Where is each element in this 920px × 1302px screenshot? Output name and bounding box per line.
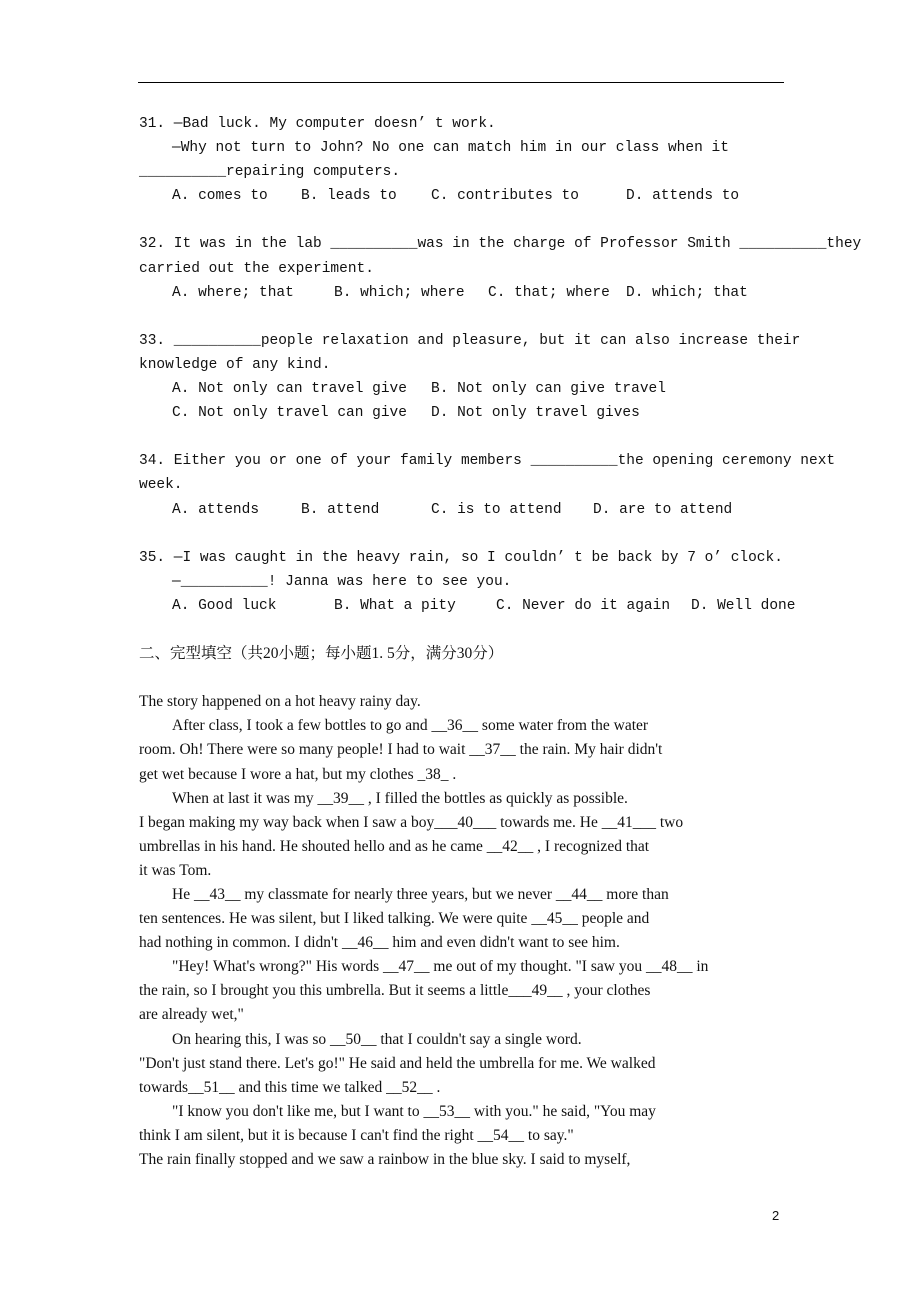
option-d: D. are to attend [593,501,733,518]
passage-line: "I know you don't like me, but I want to __53__ with you." he said, "You may [172,1102,656,1120]
option-b: B. attend [301,501,380,518]
option-b: B. which; where [334,284,465,301]
option-b: B. Not only can give travel [431,381,666,398]
option-b: B. What a pity [334,597,456,614]
question-32-line-1: 32. It was in the lab __________was in the charge of Professor Smith __________they [139,236,862,253]
passage-line: "Hey! What's wrong?" His words __47__ me out of my thought. "I saw you __48__ in [172,958,709,976]
passage-line: He __43__ my classmate for nearly three years, but we never __44__ more than [172,886,669,903]
option-a: A. where; that [172,284,294,301]
passage-line: ten sentences. He was silent, but I liked talking. We were quite __45__ people and [139,910,650,928]
option-a: A. comes to [172,188,268,205]
option-d: D. which; that [626,284,748,301]
option-a: A. Not only can travel give [172,381,407,398]
passage-line: "Don't just stand there. Let's go!" He said and held the umbrella for me. We walked [139,1054,656,1072]
passage-line: The rain finally stopped and we saw a rainbow in the blue sky. I said to myself, [139,1151,631,1169]
option-b: B. leads to [301,188,397,205]
question-31-line-3: __________repairing computers. [139,164,401,181]
question-34 [139,449,836,521]
option-d: D. attends to [626,188,740,205]
page-number: 2 [772,1208,780,1223]
passage-line: On hearing this, I was so __50__ that I couldn't say a single word. [172,1030,582,1048]
question-32 [139,232,862,304]
passage-line: the rain, so I brought you this umbrella. But it seems a little___49__ , your clothes [139,982,651,1000]
cloze-passage [139,690,811,1172]
page-content [139,112,862,1172]
question-31-line-2-text: —Why not turn to John? No one can match him in our class when it [172,140,729,157]
question-31-line-2 [139,136,811,160]
option-a: A. attends [172,501,260,518]
passage-line: When at last it was my __39__ , I filled the bottles as quickly as possible. [172,789,628,807]
header-rule [138,82,784,83]
passage-line: towards__51__ and this time we talked __52__ . [139,1078,441,1096]
question-35-line-1: 35. —I was caught in the heavy rain, so I couldn’ t be back by 7 o’ clock. [139,549,783,566]
question-31-options [139,184,811,208]
question-31-line-1: 31. —Bad luck. My computer doesn’ t work. [139,116,496,132]
passage-line: are already wet," [139,1006,244,1024]
passage-line: think I am silent, but it is because I can't find the right __54__ to say." [139,1126,574,1144]
question-34-line-2: week. [139,477,183,494]
passage-line: After class, I took a few bottles to go and __36__ some water from the water [172,717,649,735]
option-c: C. is to attend [431,501,562,518]
option-a: A. Good luck [172,597,277,614]
question-33-options-row-2 [139,401,811,425]
passage-line: it was Tom. [139,861,212,879]
option-c: C. Not only travel can give [172,405,407,422]
question-33-line-2: knowledge of any kind. [139,356,331,373]
section-title: 二、完型填空（共20小题；每小题1. 5分，满分30分） [139,645,504,663]
option-d: D. Well done [691,597,796,614]
passage-line: room. Oh! There were so many people! I had to wait __37__ the rain. My hair didn't [139,741,663,759]
passage-line: get wet because I wore a hat, but my clothes _38_ . [139,765,457,783]
question-33-line-1: 33. __________people relaxation and pleasure, but it can also increase their [139,332,801,349]
option-c: C. Never do it again [496,597,671,614]
passage-line: I began making my way back when I saw a boy___40___ towards me. He __41___ two [139,813,684,831]
passage-line: The story happened on a hot heavy rainy day. [139,693,421,711]
passage-line: umbrellas in his hand. He shouted hello and as he came __42__ , I recognized that [139,837,650,855]
question-33-options-row-1 [139,377,811,401]
option-d: D. Not only travel gives [431,405,640,422]
question-35 [139,546,811,618]
option-c: C. that; where [488,284,610,301]
question-34-line-1: 34. Either you or one of your family members __________the opening ceremony next [139,453,836,470]
question-32-options [139,281,811,305]
option-c: C. contributes to [431,188,579,205]
question-34-options [139,498,811,522]
question-33 [139,329,811,425]
question-35-options [139,594,811,618]
passage-line: had nothing in common. I didn't __46__ him and even didn't want to see him. [139,934,620,952]
question-35-line-2: —__________! Janna was here to see you. [172,573,512,590]
question-32-line-2: carried out the experiment. [139,260,374,277]
question-31 [139,112,811,208]
